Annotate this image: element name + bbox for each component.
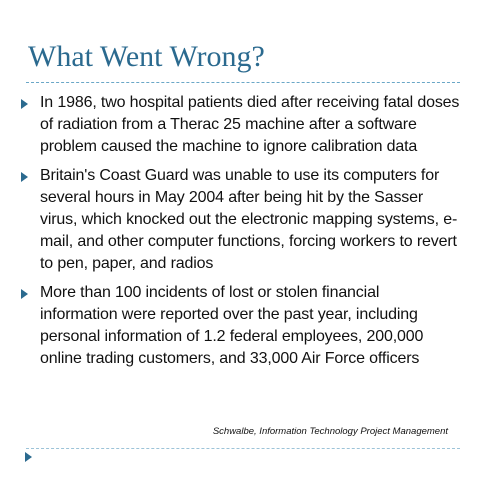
slide-title: What Went Wrong?	[28, 40, 265, 73]
bullet-text: In 1986, two hospital patients died after receiving fatal doses of radiation from a Therac 25 machine after a software problem caused the machine to ignore calibration data	[40, 94, 460, 155]
triangle-marker-icon	[25, 452, 32, 462]
bullet-item-coast-guard	[20, 165, 460, 275]
bullet-text: Britain's Coast Guard was unable to use its computers for several hours in May 2004 after being hit by the Sasser virus, which knocked out the electronic mapping systems, e-mail, and other computer functions, forcing workers to revert to pen, paper, and radios	[40, 167, 458, 272]
bullet-item-financial-info	[20, 282, 460, 370]
triangle-bullet-icon	[21, 172, 28, 182]
triangle-bullet-icon	[21, 99, 28, 109]
bullet-text: More than 100 incidents of lost or stolen financial information were reported over the past year, including personal information of 1.2 federal employees, 200,000 online trading customers, and 33,000 Air Force officers	[40, 284, 424, 367]
bullet-list	[20, 92, 460, 377]
bullet-item-therac	[20, 92, 460, 158]
triangle-bullet-icon	[21, 289, 28, 299]
source-citation: Schwalbe, Information Technology Project Management	[212, 426, 448, 437]
footer-divider	[26, 448, 460, 449]
title-divider	[26, 82, 460, 83]
